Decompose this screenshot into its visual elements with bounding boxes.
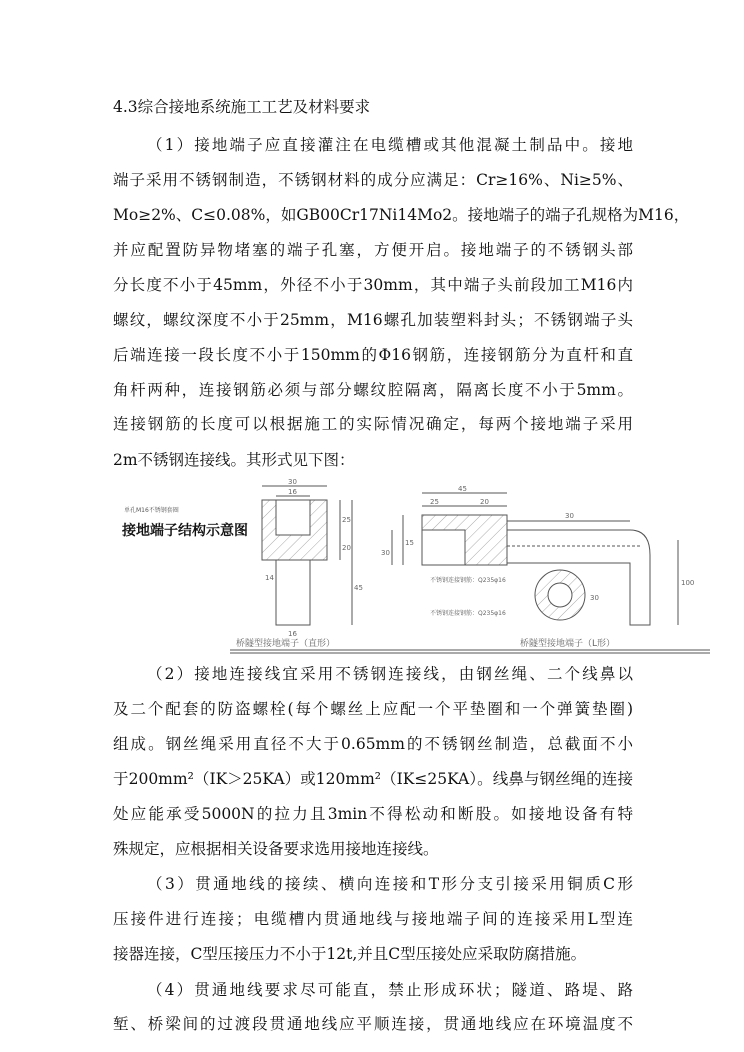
rebar-label: 不锈钢连接钢筋：Q235φ16 bbox=[430, 610, 506, 617]
body-text-line: 于200mm²（IK＞25KA）或120mm²（IK≤25KA）。线鼻与钢丝绳的连接 bbox=[113, 770, 633, 788]
body-text-line: 组成。钢丝绳采用直径不大于0.65mm的不锈钢丝制造，总截面不小 bbox=[113, 735, 633, 753]
dim-label: 15 bbox=[405, 539, 414, 547]
body-text-line: （4）贯通地线要求尽可能直，禁止形成环状；隧道、路堤、路 bbox=[147, 981, 633, 999]
dim-label: 14 bbox=[265, 574, 274, 582]
dim-label: 30 bbox=[590, 594, 599, 602]
body-text-line: 并应配置防异物堵塞的端子孔塞，方便开启。接地端子的不锈钢头部 bbox=[113, 241, 633, 259]
body-text-line: （2）接地连接线宜采用不锈钢连接线，由钢丝绳、二个线鼻以 bbox=[147, 665, 633, 683]
section-heading: 4.3综合接地系统施工工艺及材料要求 bbox=[113, 98, 371, 116]
dim-label: 25 bbox=[430, 498, 439, 506]
body-text-line: 2m不锈钢连接线。其形式见下图： bbox=[113, 451, 355, 469]
dim-label: 16 bbox=[288, 630, 297, 638]
straight-terminal-label: 桥隧型接地端子（直形） bbox=[236, 639, 336, 649]
dim-label: 20 bbox=[342, 544, 351, 552]
body-text-line: Mo≥2%、C≤0.08%，如GB00Cr17Ni14Mo2。接地端子的端子孔规格为M16， bbox=[113, 206, 690, 224]
body-text-line: （3）贯通地线的接续、横向连接和T形分支引接采用铜质C形 bbox=[147, 875, 633, 893]
dim-label: 45 bbox=[458, 485, 467, 493]
body-text-line: （1）接地端子应直接灌注在电缆槽或其他混凝土制品中。接地 bbox=[147, 136, 633, 154]
body-text-line: 端子采用不锈钢制造，不锈钢材料的成分应满足：Cr≥16%、Ni≥5%、 bbox=[113, 171, 633, 189]
dim-label: 100 bbox=[681, 579, 695, 587]
body-text-line: 后端连接一段长度不小于150mm的Φ16钢筋，连接钢筋分为直杆和直 bbox=[113, 346, 633, 364]
dim-label: 30 bbox=[565, 512, 574, 520]
body-text-line: 接器连接，C型压接压力不小于12t,并且C型压接处应采取防腐措施。 bbox=[113, 945, 587, 963]
body-text-line: 殊规定，应根据相关设备要求选用接地连接线。 bbox=[113, 840, 439, 858]
body-text-line: 堑、桥梁间的过渡段贯通地线应平顺连接，贯通地线应在环境温度不 bbox=[113, 1015, 633, 1033]
dim-label: 25 bbox=[342, 516, 351, 524]
dim-label: 30 bbox=[381, 549, 390, 557]
rebar-label: 不锈钢连接钢筋：Q235φ16 bbox=[430, 577, 506, 584]
body-text-line: 连接钢筋的长度可以根据施工的实际情况确定，每两个接地端子采用 bbox=[113, 415, 633, 433]
dim-label: 45 bbox=[354, 584, 363, 592]
straight-rebar bbox=[276, 560, 310, 625]
body-text-line: 角杆两种，连接钢筋必须与部分螺纹腔隔离，隔离长度不小于5mm。 bbox=[113, 381, 633, 399]
l-terminal-label: 桥隧型接地端子（L形） bbox=[520, 639, 616, 649]
body-text-line: 分长度不小于45mm，外径不小于30mm，其中端子头前段加工M16内 bbox=[113, 276, 633, 294]
dim-label: 16 bbox=[288, 488, 297, 496]
body-text-line: 及二个配套的防盗螺栓(每个螺丝上应配一个平垫圈和一个弹簧垫圈) bbox=[113, 700, 633, 718]
body-text-line: 处应能承受5000N的拉力且3min不得松动和断股。如接地设备有特 bbox=[113, 805, 633, 823]
hole-label: 单孔M16不锈钢套圈 bbox=[124, 507, 179, 514]
diagram-caption: 接地端子结构示意图 bbox=[122, 523, 248, 539]
body-text-line: 压接件进行连接；电缆槽内贯通地线与接地端子间的连接采用L型连 bbox=[113, 910, 633, 928]
dim-label: 20 bbox=[480, 498, 489, 506]
dim-label: 30 bbox=[288, 478, 297, 486]
body-text-line: 螺纹，螺纹深度不小于25mm，M16螺孔加装塑料封头；不锈钢端子头 bbox=[113, 311, 633, 329]
